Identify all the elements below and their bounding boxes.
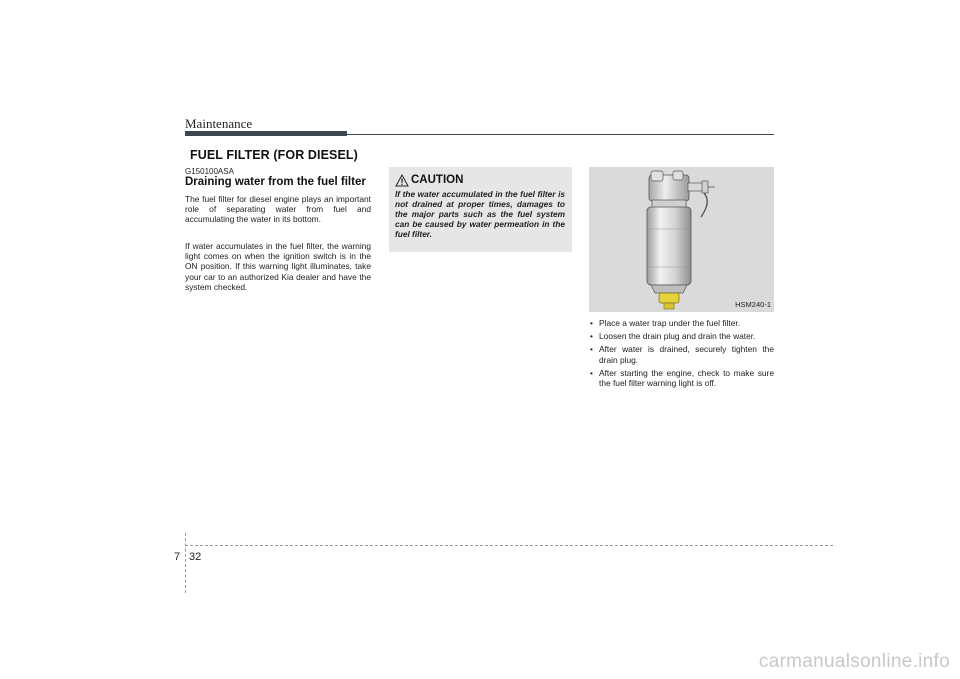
fuel-filter-figure <box>589 167 774 312</box>
list-item: • Place a water trap under the fuel filter. <box>589 318 774 328</box>
list-item: • After water is drained, securely tighten the drain plug. <box>589 344 774 364</box>
caution-box <box>389 167 572 252</box>
caution-text: If the water accumulated in the fuel filter is not drained at proper times, damages to the major parts such as the fuel system can be caused by water permeation in the fuel filter. <box>395 189 565 240</box>
list-item: • After starting the engine, check to make sure the fuel filter warning light is off. <box>589 368 774 388</box>
page-title: FUEL FILTER (FOR DIESEL) <box>190 148 358 162</box>
watermark: carmanualsonline.info <box>758 651 950 672</box>
body-paragraph-1: The fuel filter for diesel engine plays an important role of separating water from fuel and accumulating the water in its bottom. <box>185 194 371 225</box>
header-rule <box>347 134 774 135</box>
section-code: G150100ASA <box>185 167 234 176</box>
subheading: Draining water from the fuel filter <box>185 176 366 188</box>
body-paragraph-2: If water accumulates in the fuel filter, the warning light comes on when the ignition switch is in the ON position. If this warning light illuminates, take your car to an authorized Kia dealer and have the system checked. <box>185 241 371 292</box>
chapter-number: 7 <box>174 551 181 563</box>
fuel-filter-illustration <box>589 167 774 312</box>
footer-divider <box>185 533 186 593</box>
page-number: 32 <box>189 551 202 563</box>
figure-caption: HSM240-1 <box>735 300 771 309</box>
section-header: Maintenance <box>185 116 253 131</box>
caution-title: CAUTION <box>411 174 464 186</box>
list-item: • Loosen the drain plug and drain the water. <box>589 331 774 341</box>
footer-rule <box>185 545 833 546</box>
drain-steps-list <box>589 318 774 391</box>
header-bar <box>185 131 347 136</box>
